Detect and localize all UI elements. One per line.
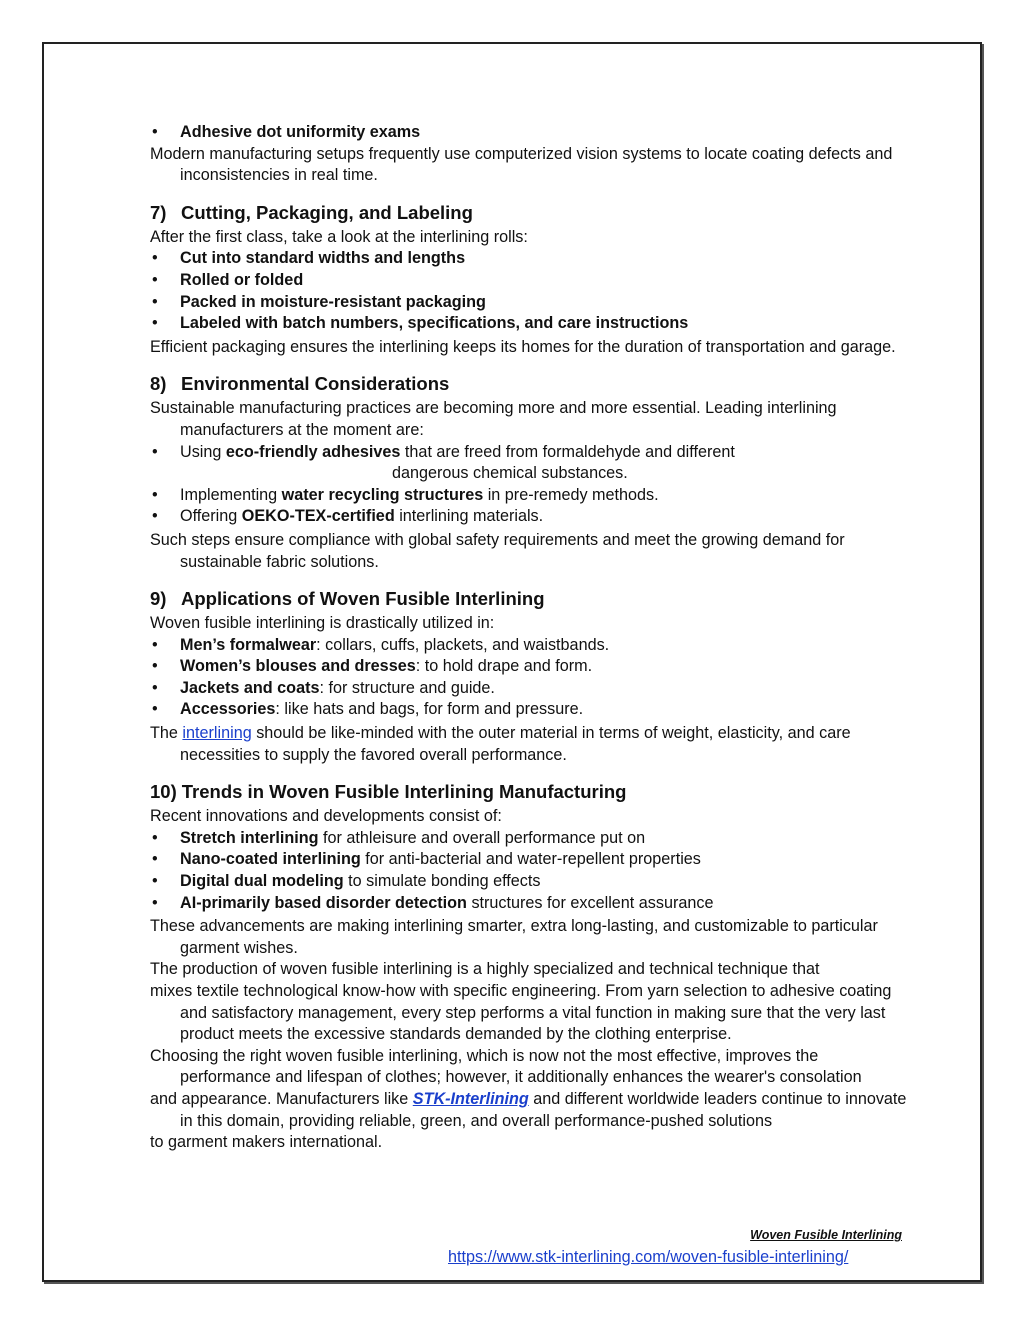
list-item: • Cut into standard widths and lengths [150,248,910,270]
section-8-intro: Sustainable manufacturing practices are becoming more and more essential. Leading interlining manufacturers at the moment are: [150,399,837,439]
section-10-intro: Recent innovations and developments consist of: [150,807,502,826]
section-9-intro: Woven fusible interlining is drastically utilized in: [150,614,495,633]
paragraph-textile: mixes textile technological know-how with specific engineering. From yarn selection to adhesive coating and satisfactory management, every step performs a vital function in making sure that the very last product meets the excessive standards demanded by the clothing enterprise. [150,982,892,1044]
list-item: • Adhesive dot uniformity exams [150,122,910,144]
section-9-list [150,635,910,721]
section-7-intro: After the first class, take a look at the interlining rolls: [150,227,528,246]
paragraph-appearance: and appearance. Manufacturers like STK-Interlining and different worldwide leaders continue to innovate in this domain, providing reliable, green, and overall performance-pushed solutions [150,1089,907,1130]
paragraph-garment-makers: to garment makers international. [150,1133,383,1152]
list-item: • Offering OEKO-TEX-certified interlining materials. [150,506,910,528]
paragraph-production: The production of woven fusible interlining is a highly specialized and technical technique that [150,960,820,979]
paragraph-advancements: These advancements are making interlining smarter, extra long-lasting, and customizable to particular garment wishes. [150,917,878,957]
section-9-outro: The interlining should be like-minded with the outer material in terms of weight, elasticity, and care necessities to supply the favored overall performance. [150,724,851,764]
list-item: • Using eco-friendly adhesives that are freed from formaldehyde and different dangerous chemical substances. [150,442,910,485]
paragraph-choosing: Choosing the right woven fusible interlining, which is now not the most effective, improves the performance and lifespan of clothes; however, it additionally enhances the wearer's consolation [150,1046,862,1087]
list-item: • AI-primarily based disorder detection structures for excellent assurance [150,893,910,915]
section-8-list [150,442,910,528]
footer-url-link[interactable]: https://www.stk-interlining.com/woven-fusible-interlining/ [448,1248,849,1266]
top-bullet-list [150,122,910,144]
footer-label: Woven Fusible Interlining [750,1228,902,1242]
section-heading-7: 7) Cutting, Packaging, and Labeling [150,201,473,223]
section-heading-8: 8) Environmental Considerations [150,373,450,395]
list-item: • Rolled or folded [150,270,910,292]
list-item: • Accessories: like hats and bags, for form and pressure. [150,699,910,721]
list-item: • Implementing water recycling structures in pre-remedy methods. [150,485,910,507]
document-body [150,122,910,1154]
section-7-list [150,248,910,334]
section-10-list [150,828,910,914]
interlining-link[interactable]: interlining [182,724,252,743]
section-heading-9: 9) Applications of Woven Fusible Interlining [150,588,545,610]
list-item: • Men’s formalwear: collars, cuffs, plackets, and waistbands. [150,635,910,657]
section-heading-10: 10) Trends in Woven Fusible Interlining Manufacturing [150,781,627,803]
list-item: • Digital dual modeling to simulate bonding effects [150,871,910,893]
list-item: • Labeled with batch numbers, specifications, and care instructions [150,313,910,335]
list-item: • Jackets and coats: for structure and guide. [150,678,910,700]
list-item: • Packed in moisture-resistant packaging [150,292,910,314]
stk-interlining-link[interactable]: STK-Interlining [412,1089,529,1108]
paragraph-vision: Modern manufacturing setups frequently use computerized vision systems to locate coating defects and inconsistencies in real time. [150,144,893,185]
list-item: • Women’s blouses and dresses: to hold drape and form. [150,656,910,678]
list-item: • Nano-coated interlining for anti-bacterial and water-repellent properties [150,849,910,871]
list-item: • Stretch interlining for athleisure and overall performance put on [150,828,910,850]
section-8-outro: Such steps ensure compliance with global safety requirements and meet the growing demand for sustainable fabric solutions. [150,530,845,571]
section-7-outro: Efficient packaging ensures the interlining keeps its homes for the duration of transportation and garage. [150,337,896,356]
